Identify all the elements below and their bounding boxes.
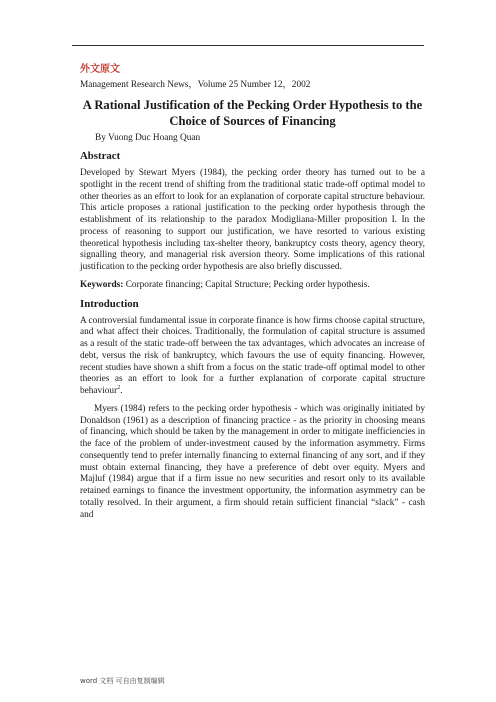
intro-para1-end: .: [120, 386, 123, 396]
header-rule: [72, 45, 424, 46]
introduction-heading: Introduction: [80, 297, 139, 310]
keywords-label: Keywords:: [80, 279, 124, 290]
abstract-text: Developed by Stewart Myers (1984), the pecking order theory has turned out to be a spotlight in the recent trend of shifting from the traditional static trade-off optimal model to other theories as an effort to look for an explanation of corporate capital structure behaviour. This article proposes a rational justification to the pecking order hypothesis through the establishment of its relationship to the paradox Modigliana-Miller proposition I. In the process of reasoning to support our justification, we have resorted to various existing theoretical hypothesis including tax-shelter theory, bankruptcy costs theory, agency theory, signalling theory, and managerial risk aversion theory. Some implications of this rational justification to the pecking order hypothesis are also briefly discussed.: [80, 168, 425, 272]
footnote-ref: 2: [117, 384, 121, 391]
keywords: [80, 280, 425, 292]
keywords-text: Corporate financing; Capital Structure; Pecking order hypothesis.: [123, 279, 370, 290]
article-title: A Rational Justification of the Pecking Order Hypothesis to the Choice of Sources of Financing: [82, 98, 423, 128]
document-page: [80, 64, 425, 527]
original-text-label: 外文原文: [80, 64, 120, 75]
introduction-paragraph-2: Myers (1984) refers to the pecking order hypothesis - which was originally initiated by Donaldson (1961) as a description of financing practice - as the priority in choosing means of financing, which should be taken by the management in order to mitigate inefficiencies in the face of the problem of under-investment caused by the information asymmetry. Firms consequently tend to prefer internally financing to external financing of any sort, and if they must obtain external financing, they have a preference of debt over equity. Myers and Majluf (1984) argue that if a firm issue no new securities and resort only to its available retained earnings to finance the investment opportunity, the information asymmetry can be totally resolved. In their argument, a firm should retain sufficient financial “slack” - cash and: [80, 403, 425, 520]
article-author: By Vuong Duc Hoang Quan: [95, 133, 201, 143]
intro-para1-text: A controversial fundamental issue in corporate finance is how firms choose capital structure, and what affect their choices. Traditionally, the formulation of capital structure is assumed as a result of the static trade-off between the tax advantages, which advocates an increase of debt, versus the risk of bankruptcy, which favours the use of equity financing. However, recent studies have shown a shift from a focus on the static trade-off optimal model to other theories as an effort to look for a further explanation of corporate capital structure behaviour: [80, 315, 425, 396]
introduction-paragraph-1: [80, 316, 425, 398]
journal-source: Management Research News，Volume 25 Number 12，2002: [80, 80, 311, 90]
page-footer: word 文档 可自由复制编辑: [80, 677, 165, 685]
abstract-heading: Abstract: [80, 150, 121, 162]
